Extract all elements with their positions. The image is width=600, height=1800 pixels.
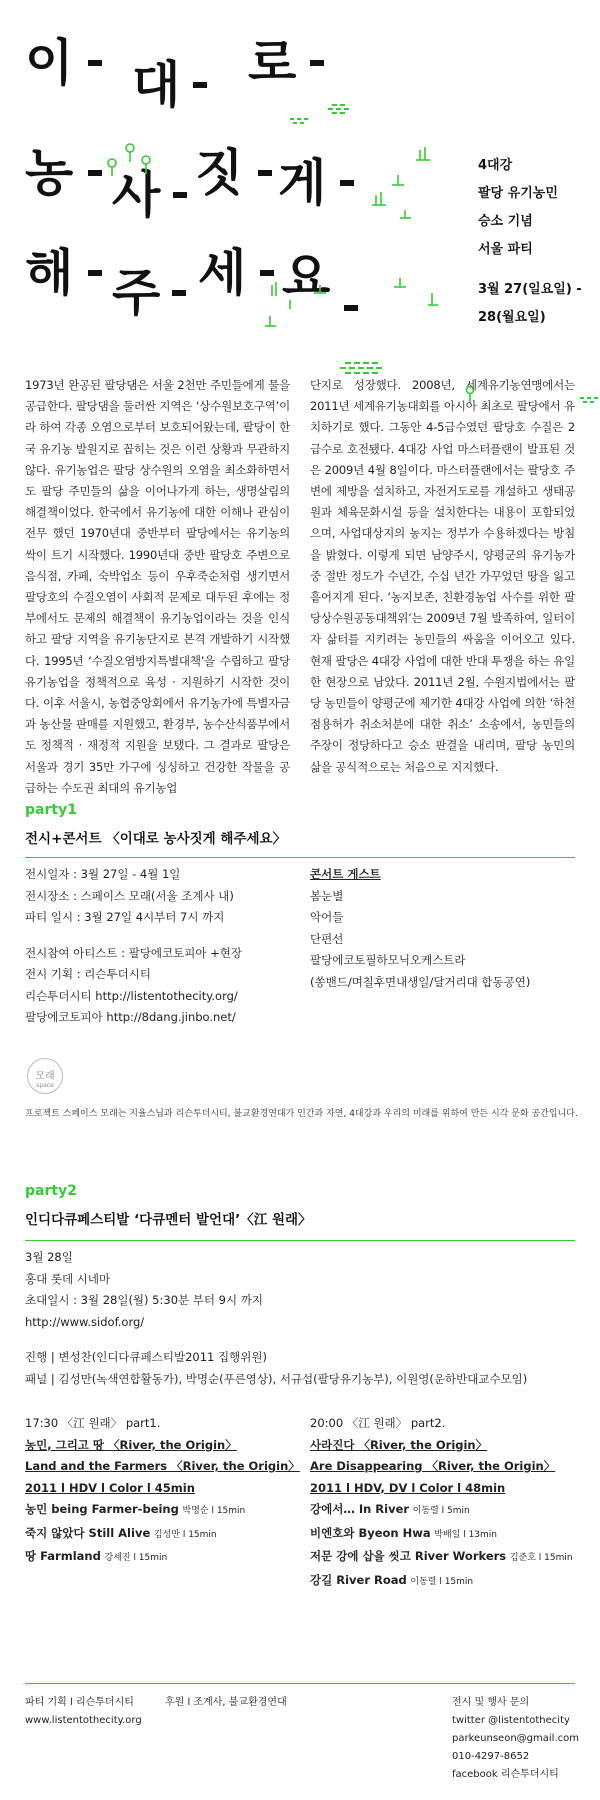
part-time: 20:00 〈江 원래〉 part2.	[310, 1416, 446, 1430]
info-line[interactable]: 팔당에코토피아 http://8dang.jinbo.net/	[25, 1010, 236, 1024]
side-line: 4대강	[478, 158, 513, 173]
guest-name: 팔당에코토필하모닉오케스트라	[310, 953, 466, 967]
planner-text: 파티 기획 l 리슨투더시티	[25, 1697, 134, 1708]
contact-line[interactable]: facebook 리슨투더시티	[452, 1769, 559, 1780]
film-item: 죽지 않았다 Still Alive 김성만 l 15min	[25, 1525, 217, 1540]
info-line: 전시참여 아티스트 : 팔당에코토피아 +현장	[25, 945, 242, 960]
film-item: 농민 being Farmer-being 박명순 l 15min	[25, 1502, 246, 1516]
contact-line: 010-4297-8652	[452, 1751, 530, 1762]
film-item: 비엔호와 Byeon Hwa 박배일 l 13min	[310, 1525, 497, 1540]
intro-right-text: 단지로 성장했다. 2008년, 세계유기농연맹에서는 2011년 세계유기농대회를 아시아 최초로 팔당에서 유치하기로 했다. 그동안 4-5급수였던 팔당호 수질은 2급수로 호전됐다. 4대강 사업 마스터플랜이 발표된 것은 2009년 4월 8일이다. 마스터플랜에서는 팔당호 주변에 제방을 설치하고, 자전거도로를 개설하고 생태공원과 체육문화시설 등을 설치한다는 내용이 포함되었으며, 사업대상지의 농지는 정부가 수용하겠다는 방침을 밝혔다. 이렇게 되면 남양주시, 양평군의 유기농가 중 절반 정도가 수년간, 수십 년간 가꾸었던 땅을 잃고 흩어지게 된다. ‘농지보존, 친환경농업 사수를 위한 팔당상수원공동대책위’는 2009년 7월 발족하여, 일터이자 삶터를 지키려는 농민들의 싸움을 이어오고 있다. 현재 팔당은 4대강 사업에 대한 반대 투쟁을 하는 유일한 현장으로 남았다. 2011년 2월, 수원지법에서는 팔당 농민들이 양평군에 제기한 4대강 사업에 의한 ‘하천점용허가 취소처분에 대한 취소’ 소송에서, 농민들의 주장이 정당하다고 승소 판결을 내리며, 팔당 농민의 삶을 공식적으로는 처음으로 지지했다.	[310, 378, 575, 774]
info-line: 전시일자 : 3월 27일 - 4월 1일	[25, 867, 181, 881]
part-title: 사라진다 〈River, the Origin〉	[310, 1437, 488, 1452]
divider	[25, 857, 575, 858]
side-line: 28(월요일)	[478, 310, 546, 325]
part-title-en: Land and the Farmers 〈River, the Origin〉	[25, 1459, 300, 1473]
title-char: 요	[282, 248, 330, 306]
side-line: 3월 27(일요일) -	[478, 282, 582, 297]
divider	[25, 1240, 575, 1241]
intro-left-column	[25, 375, 290, 799]
info-line: 전시장소 : 스페이스 모래(서울 조계사 내)	[25, 888, 234, 903]
party2-part2	[310, 1413, 573, 1593]
side-info	[478, 152, 582, 332]
title-char: 게	[278, 154, 326, 212]
title-char: 세	[198, 244, 246, 302]
footer-sponsor	[165, 1694, 287, 1712]
site-link[interactable]: www.listentothecity.org	[25, 1715, 142, 1726]
guest-name: 봄눈별	[310, 888, 344, 903]
party1-info-left	[25, 864, 242, 1029]
sponsor-text: 후원 l 조계사, 불교환경연대	[165, 1697, 287, 1708]
divider	[25, 1683, 575, 1684]
title-char: 이	[25, 34, 73, 92]
intro-right-column	[310, 375, 575, 778]
contact-title: 전시 및 행사 문의	[452, 1697, 530, 1708]
title-char: 주	[112, 264, 160, 322]
party1-label: party1	[25, 802, 77, 818]
film-item: 저문 강에 삽을 씻고 River Workers 김준호 l 15min	[310, 1549, 573, 1563]
contact-line[interactable]: twitter @listentothecity	[452, 1715, 570, 1726]
party2-part1	[25, 1413, 300, 1570]
info-line[interactable]: http://www.sidof.org/	[25, 1314, 145, 1329]
info-line: 3월 28일	[25, 1250, 73, 1264]
footer-planner	[25, 1694, 142, 1730]
part-title: 농민, 그리고 땅 〈River, the Origin〉	[25, 1437, 237, 1452]
side-line: 팔당 유기농민	[478, 186, 558, 201]
party2-info	[25, 1247, 527, 1390]
party1-guests	[310, 864, 530, 993]
guest-name: 단편선	[310, 931, 344, 946]
title-char: 짓	[195, 144, 243, 202]
guest-name: 악어들	[310, 910, 344, 924]
footer-contact	[452, 1694, 579, 1784]
space-morae-logo: 모래 space	[27, 1058, 63, 1094]
info-line: 파티 일시 : 3월 27일 4시부터 7시 까지	[25, 910, 225, 924]
host-line: 진행 | 변성찬(인디다큐페스티발2011 집행위원)	[25, 1350, 267, 1364]
guest-title: 콘서트 게스트	[310, 867, 381, 881]
party2-label: party2	[25, 1183, 77, 1199]
part-spec: 2011 l HDV, DV l Color l 48min	[310, 1480, 506, 1495]
side-line: 승소 기념	[478, 214, 533, 229]
party2-title: 인디다큐페스티발 ‘다큐멘터 발언대’〈江 원래〉	[25, 1212, 312, 1228]
party1-note: 프로젝트 스페이스 모래는 지율스님과 리슨투더시티, 불교환경연대가 인간과 자연, 4대강과 우리의 미래를 위하여 만든 시각 문화 공간입니다.	[25, 1109, 578, 1119]
part-time: 17:30 〈江 원래〉 part1.	[25, 1416, 161, 1430]
title-char: 사	[112, 166, 160, 224]
info-line: 홍대 롯데 시네마	[25, 1271, 111, 1286]
part-title-en: Are Disappearing 〈River, the Origin〉	[310, 1459, 556, 1473]
contact-line[interactable]: parkeunseon@gmail.com	[452, 1733, 579, 1744]
title-char: 해	[25, 244, 73, 302]
side-line: 서울 파티	[478, 242, 533, 257]
film-item: 강길 River Road 이동렬 l 15min	[310, 1572, 474, 1587]
title-char: 로	[248, 34, 296, 92]
info-line: 전시 기획 : 리슨투더시티	[25, 967, 151, 981]
intro-left-text: 1973년 완공된 팔당댐은 서울 2천만 주민들에게 물을 공급한다. 팔당댐을 둘러싼 지역은 ‘상수원보호구역’이라 하여 각종 오염으로부터 보호되어왔는데, 팔당이 한국 유기농 발원지로 꼽히는 것은 이런 상황과 무관하지 않다. 유기농업은 팔당 상수원의 오염을 최소화하면서도 팔당 주민들의 삶을 이어나가게 하는, 생명살림의 해결책이었다. 한국에서 유기농에 대한 이해나 관심이 전무 했던 1970년대 중반부터 팔당에서는 유기농의 싹이 트기 시작했다. 1990년대 중반 팔당호 주변으로 음식점, 카페, 숙박업소 등이 우후죽순처럼 생기면서 팔당호의 수질오염이 사회적 문제로 대두된 후에는 정부에서도 문제의 해결책이 유기농업이라는 것을 인식하고 팔당 지역을 유기농단지로 본격 개발하기 시작했다. 1995년 ‘수질오염방지특별대책’을 수립하고 팔당 유기농업을 정책적으로 육성 · 지원하기 시작한 것이다. 이후 서울시, 농협중앙회에서 유기농가에 특별자금과 농산물 판매를 지원했고, 환경부, 농수산식품부에서도 정책적 · 재정적 지원을 보탰다. 그 결과로 팔당은 서울과 경기 35만 가구에 싱싱하고 건강한 작물을 공급하는 수도권 최대의 유기농업	[25, 378, 290, 795]
film-item: 강에서… In River 이동렬 l 5min	[310, 1502, 470, 1516]
film-item: 땅 Farmland 강세진 l 15min	[25, 1549, 168, 1563]
party1-title: 전시+콘서트 〈이대로 농사짓게 해주세요〉	[25, 831, 287, 847]
title-char: 농	[25, 144, 73, 202]
guest-name: (쏭밴드/며칠후면내생일/달거리대 합동공연)	[310, 974, 531, 989]
part-spec: 2011 l HDV l Color l 45min	[25, 1480, 195, 1495]
title-char: 대	[132, 56, 180, 114]
info-line: 초대일시 : 3월 28일(월) 5:30분 부터 9시 까지	[25, 1293, 263, 1307]
panel-line: 패널 | 김성만(녹색연합활동가), 박명순(푸른영상), 서규섭(팔당유기농부), 이원영(운하반대교수모임)	[25, 1371, 528, 1386]
info-line[interactable]: 리슨투더시티 http://listentothecity.org/	[25, 988, 238, 1003]
